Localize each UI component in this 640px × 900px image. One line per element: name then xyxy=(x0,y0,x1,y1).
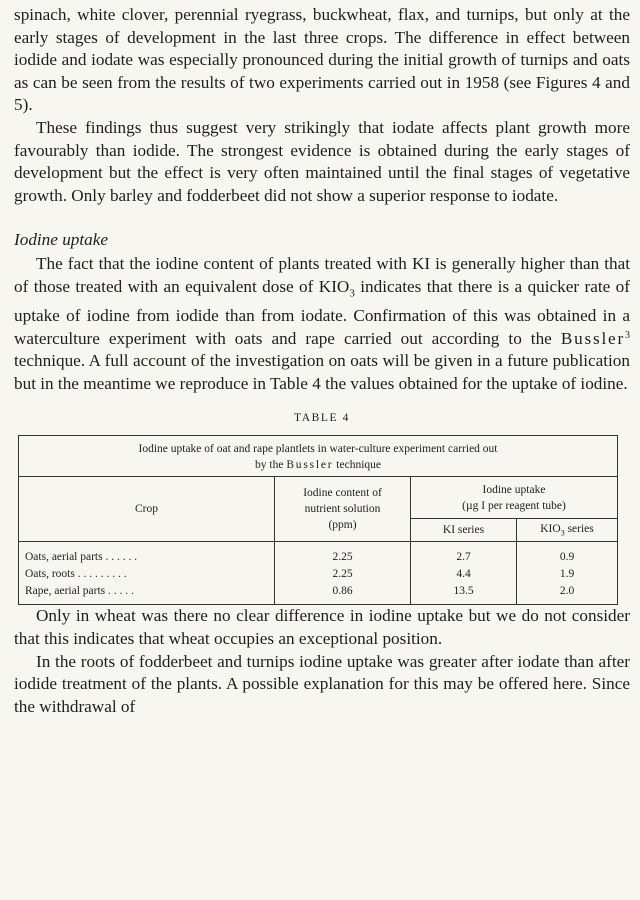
paragraph-4: Only in wheat was there no clear difference in iodine uptake but we do not consider that this indicates that wheat occupies an exceptional position. xyxy=(14,606,630,648)
column-header-kio3-series xyxy=(517,519,618,542)
table-title-line-2-post: technique xyxy=(333,459,381,472)
p3-text-1: The fact that the iodine content of plants treated with KI is generally higher than that of those treated with an equivalent dose of KIO xyxy=(14,254,630,296)
cell-content: 0.86 xyxy=(275,582,411,605)
p3-reference: 3 xyxy=(625,329,630,341)
cell-ki: 4.4 xyxy=(411,565,517,582)
p3-text-2: indicates that there is a quicker rate of uptake of iodine from iodide than from iodate. Confirmation of this was obtained in a waterculture experiment with oats and rape carried out according to the xyxy=(14,276,630,348)
table-row xyxy=(19,565,618,582)
cell-content: 2.25 xyxy=(275,565,411,582)
p3-text-3: technique. A full account of the investigation on oats will be given in a future publication but in the meantime we reproduce in Table 4 the values obtained for the uptake of iodine. xyxy=(14,351,630,393)
table-title-author: Bussler xyxy=(286,459,334,472)
header-uptake-line-2: (µg I per reagent tube) xyxy=(462,500,566,513)
table-row xyxy=(19,582,618,605)
data-table xyxy=(18,435,618,605)
document-page xyxy=(14,4,630,718)
header-uptake-line-1: Iodine uptake xyxy=(482,484,546,497)
table-row xyxy=(19,542,618,566)
cell-crop: Oats, roots . . . . . . . . . xyxy=(19,565,275,582)
cell-kio3: 0.9 xyxy=(559,550,575,563)
header-content-line-2: nutrient solution xyxy=(304,503,381,516)
kio3-header-sub: 3 xyxy=(560,528,565,538)
section-heading-iodine-uptake: Iodine uptake xyxy=(14,230,109,250)
cell-content: 2.25 xyxy=(275,542,411,566)
header-content-line-3: (ppm) xyxy=(328,519,357,532)
cell-kio3: 2.0 xyxy=(559,584,575,597)
paragraph-2: These findings thus suggest very strikingly that iodate affects plant growth more favourably than iodide. The strongest evidence is obtained during the early stages of development but the effect is very often maintained until the final stages of vegetative growth. Only barley and fodderbeet did not show a superior response to iodate. xyxy=(14,117,630,205)
p3-author-name: Bussler xyxy=(560,328,625,348)
paragraph-3 xyxy=(14,253,630,395)
paragraph-5: In the roots of fodderbeet and turnips iodine uptake was greater after iodate than after iodide treatment of the plants. A possible explanation for this may be offered here. Since the withdrawal of xyxy=(14,651,630,716)
kio3-header-post: series xyxy=(564,523,594,536)
table-title xyxy=(19,436,618,477)
cell-ki: 13.5 xyxy=(411,582,517,605)
table-title-line-2-pre: by the xyxy=(255,459,287,472)
cell-ki: 2.7 xyxy=(411,542,517,566)
column-header-content xyxy=(275,477,411,542)
cell-crop: Rape, aerial parts . . . . . xyxy=(19,582,275,605)
cell-kio3: 1.9 xyxy=(559,567,575,580)
column-header-ki-series: KI series xyxy=(411,519,517,542)
header-content-line-1: Iodine content of xyxy=(303,487,382,500)
column-header-crop: Crop xyxy=(19,477,275,542)
paragraph-1: spinach, white clover, perennial ryegrass, buckwheat, flax, and turnips, but only at the early stages of development in the last three crops. The difference in effect between iodide and iodate was especially pronounced during the initial growth of turnips and oats as can be seen from the results of two experiments carried out in 1958 (see Figures 4 and 5). xyxy=(14,5,630,115)
column-header-uptake xyxy=(411,477,618,519)
table-title-line-1: Iodine uptake of oat and rape plantlets in water-culture experiment carried out xyxy=(138,443,498,456)
table-caption: TABLE 4 xyxy=(294,412,350,425)
kio3-header-pre: KIO xyxy=(540,523,561,536)
p3-subscript: 3 xyxy=(349,287,355,300)
cell-crop: Oats, aerial parts . . . . . . xyxy=(19,542,275,566)
